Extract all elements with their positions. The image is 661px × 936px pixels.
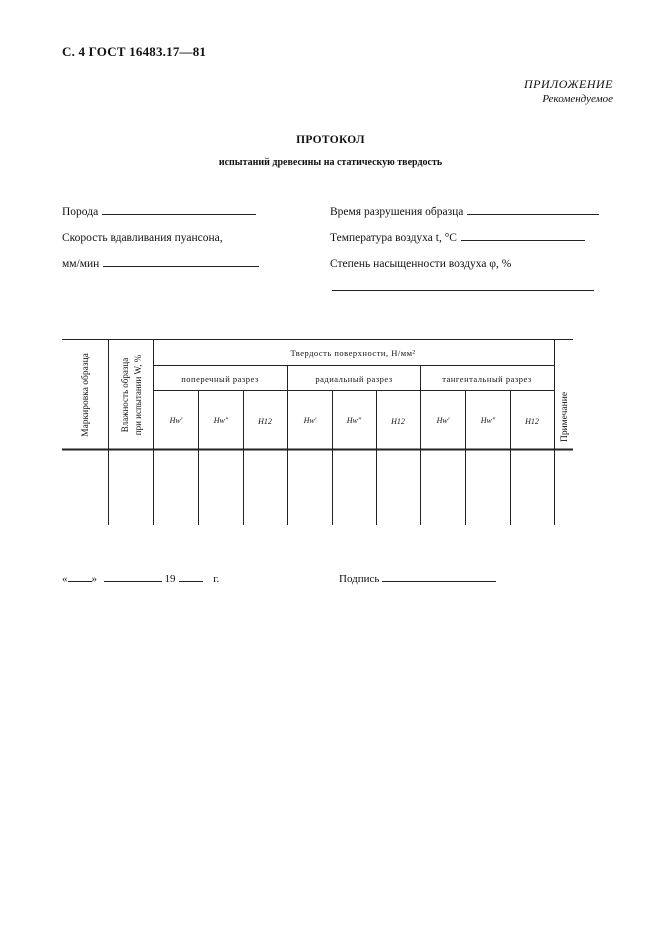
signature-label: Подпись — [339, 573, 380, 585]
subcol-cross-hw2: Hw″ — [213, 416, 229, 425]
subcol-radial-hw2: Hw″ — [346, 416, 362, 425]
protocol-title: ПРОТОКОЛ — [296, 134, 365, 146]
field-speed-unit — [62, 258, 259, 270]
appendix-block — [524, 77, 613, 105]
field-species-label: Порода — [62, 206, 99, 218]
date-year-suffix: г. — [213, 573, 220, 585]
field-temperature — [330, 232, 585, 244]
subcol-cross-hw1: Hw′ — [169, 416, 183, 425]
field-humidity — [330, 258, 511, 270]
field-speed-line[interactable] — [103, 265, 259, 267]
results-table — [62, 339, 573, 525]
subcol-cross-h12: H12 — [258, 417, 272, 426]
field-species-line[interactable] — [102, 213, 256, 215]
field-temperature-label: Температура воздуха t, °С — [330, 232, 457, 244]
date-open-quote: « — [62, 573, 68, 585]
footer-date — [62, 573, 219, 585]
subcol-tang-hw1: Hw′ — [436, 416, 450, 425]
footer-signature — [339, 573, 496, 585]
subcol-radial-hw1: Hw′ — [303, 416, 317, 425]
protocol-subtitle: испытаний древесины на статическую твердость — [218, 157, 443, 168]
date-year-line[interactable] — [179, 581, 203, 582]
date-day-line[interactable] — [68, 581, 92, 582]
field-speed — [62, 232, 223, 244]
document-header: С. 4 ГОСТ 16483.17—81 — [62, 44, 207, 59]
date-year-prefix: 19 — [164, 573, 176, 585]
field-failure-time-label: Время разрушения образца — [330, 206, 464, 218]
subcol-radial-h12: H12 — [391, 417, 405, 426]
field-humidity-label: Степень насыщенности воздуха φ, % — [330, 258, 512, 270]
subcol-tang-h12: H12 — [525, 417, 539, 426]
section-tangential-header: тангентальный разрез — [442, 374, 532, 384]
group-hardness-header: Твердость поверхности, Н/мм² — [290, 348, 416, 358]
field-speed-unit-label: мм/мин — [62, 258, 100, 270]
col-note-header: Примечание — [560, 391, 570, 443]
signature-line[interactable] — [382, 581, 496, 582]
results-table-grid — [62, 339, 573, 525]
field-temperature-line[interactable] — [461, 239, 585, 241]
section-cross-header: поперечный разрез — [181, 374, 259, 384]
date-close-quote: » — [91, 573, 97, 585]
field-speed-label: Скорость вдавливания пуансона, — [62, 232, 223, 244]
col-moisture-header-1: Влажность образца — [120, 357, 130, 433]
subcol-tang-hw2: Hw″ — [480, 416, 496, 425]
appendix-note: Рекомендуемое — [542, 93, 613, 105]
col-marking-header: Маркировка образца — [81, 353, 91, 437]
section-radial-header: радиальный разрез — [315, 374, 393, 384]
date-month-line[interactable] — [104, 581, 162, 582]
field-species — [62, 206, 256, 218]
appendix-label: ПРИЛОЖЕНИЕ — [524, 77, 613, 91]
field-failure-time-line[interactable] — [467, 213, 599, 215]
field-humidity-line[interactable] — [332, 290, 594, 291]
field-failure-time — [330, 206, 599, 218]
col-moisture-header-2: при испытании W, % — [133, 354, 143, 436]
